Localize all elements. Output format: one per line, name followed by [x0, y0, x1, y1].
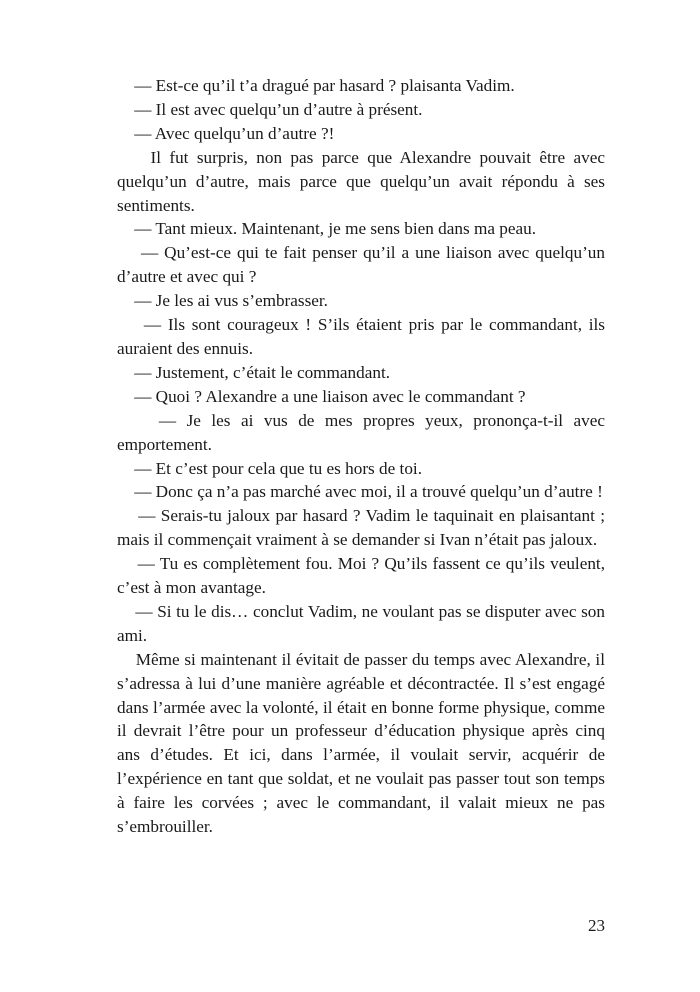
paragraph: — Si tu le dis… conclut Vadim, ne voulant pas se disputer avec son ami.	[117, 601, 605, 645]
paragraph: — Est-ce qu’il t’a dragué par hasard ? plaisanta Vadim.	[117, 76, 515, 95]
paragraph: — Donc ça n’a pas marché avec moi, il a trouvé quelqu’un d’autre !	[117, 482, 603, 502]
paragraph: — Qu’est-ce qui te fait penser qu’il a une liaison avec quelqu’un d’autre et avec qui ?	[117, 243, 605, 287]
paragraph: — Et c’est pour cela que tu es hors de toi.	[117, 458, 422, 478]
paragraph: — Justement, c’était le commandant.	[117, 362, 391, 382]
page-number: 23	[588, 916, 605, 935]
paragraph: Il fut surpris, non pas parce que Alexandre pouvait être avec quelqu’un d’autre, mais parce que quelqu’un avait répondu à ses sentiments.	[117, 147, 605, 215]
paragraph: — Tu es complètement fou. Moi ? Qu’ils fassent ce qu’ils veulent, c’est à mon avantage.	[117, 554, 605, 598]
paragraph: — Je les ai vus de mes propres yeux, prononça-t-il avec emportement.	[117, 410, 605, 454]
paragraph: — Tant mieux. Maintenant, je me sens bien dans ma peau.	[117, 219, 536, 239]
paragraph: — Il est avec quelqu’un d’autre à présent.	[117, 99, 423, 119]
paragraph: — Ils sont courageux ! S’ils étaient pris par le commandant, ils auraient des ennuis.	[117, 315, 605, 358]
paragraph: — Quoi ? Alexandre a une liaison avec le commandant ?	[117, 386, 526, 406]
paragraph: — Je les ai vus s’embrasser.	[117, 291, 328, 311]
paragraph: Même si maintenant il évitait de passer du temps avec Alexandre, il s’adressa à lui d’une manière agréable et décontractée. Il s’est engagé dans l’armée avec la volonté, il était en bonne forme physique, comme il devrait l’être pour un professeur d’éducation physique après cinq ans d’études. Et ici, dans l’armée, il voulait servir, acquérir de l’expérience en tant que soldat, et ne voulait pas passer tout son temps à faire les corvées ; avec le commandant, il valait mieux ne pas s’embrouiller.	[117, 649, 605, 837]
paragraph: — Serais-tu jaloux par hasard ? Vadim le taquinait en plaisantant ; mais il commençait vraiment à se demander si Ivan n’était pas jaloux.	[117, 506, 605, 550]
page-body	[117, 74, 605, 839]
paragraph: — Avec quelqu’un d’autre ?!	[117, 123, 335, 143]
